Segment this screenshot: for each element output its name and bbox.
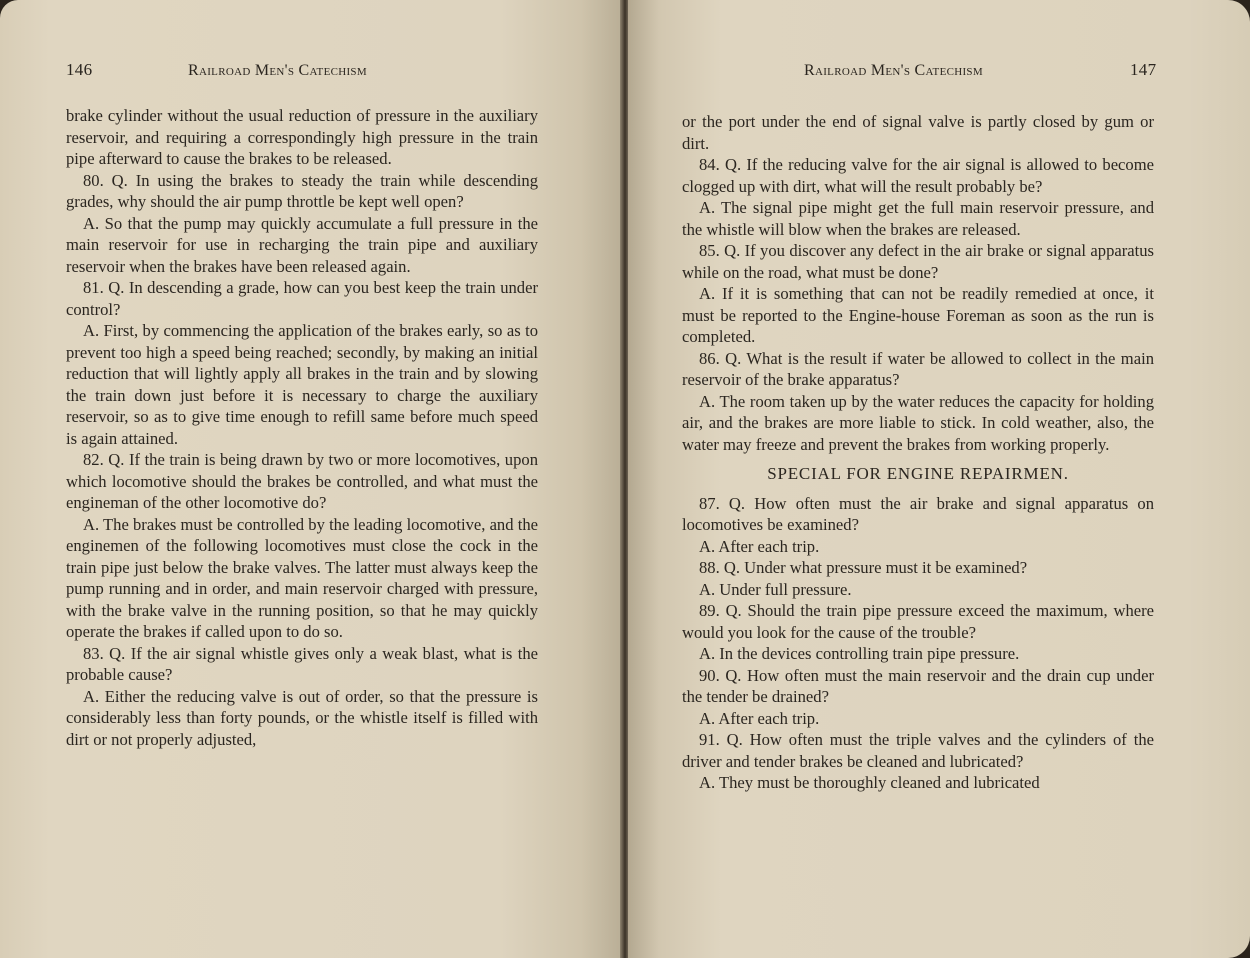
running-head: Railroad Men's Catechism xyxy=(188,62,367,79)
question-84: 84. Q. If the reducing valve for the air signal is allowed to become clogged up with dirt, what will the result probably be? xyxy=(682,155,1154,196)
answer-85: A. If it is something that can not be readily remedied at once, it must be reported to the Engine-house Foreman as soon as the run is completed. xyxy=(682,284,1154,346)
answer-87: A. After each trip. xyxy=(699,536,820,556)
question-81: 81. Q. In descending a grade, how can you best keep the train under control? xyxy=(66,278,538,319)
right-page-body xyxy=(682,111,1154,794)
right-page-header xyxy=(804,60,1194,84)
answer-88: A. Under full pressure. xyxy=(699,579,852,599)
answer-89: A. In the devices controlling train pipe pressure. xyxy=(699,644,1020,663)
page-number: 147 xyxy=(1130,60,1157,79)
answer-83: A. Either the reducing valve is out of order, so that the pressure is considerably less than forty pounds, or the whistle itself is filled with dirt or not properly adjusted, xyxy=(66,686,538,749)
answer-90: A. After each trip. xyxy=(699,708,820,728)
answer-84: A. The signal pipe might get the full main reservoir pressure, and the whistle will blow when the brakes are released. xyxy=(682,198,1154,239)
answer-86: A. The room taken up by the water reduces the capacity for holding air, and the brakes are more liable to stick. In cold weather, also, the water may freeze and prevent the brakes from working properly. xyxy=(682,391,1154,454)
answer-81: A. First, by commencing the application of the brakes early, so as to prevent too high a speed being reached; secondly, by making an initial reduction that will lightly apply all brakes in the train and by slowing the train down just before it is necessary to charge the auxiliary reservoir, so as to give time enough to refill same before much speed is again attained. xyxy=(66,321,538,448)
answer-82: A. The brakes must be controlled by the leading locomotive, and the enginemen of the following locomotives must close the cock in the train pipe just below the brake valves. The latter must always keep the pump running and in order, and main reservoir charged with pressure, with the brake valve in the running position, so that he may quickly operate the brakes if called upon to do so. xyxy=(66,514,538,641)
question-87: 87. Q. How often must the air brake and signal apparatus on locomotives be examined? xyxy=(682,493,1154,534)
left-page-body xyxy=(66,105,538,750)
running-head: Railroad Men's Catechism xyxy=(804,62,983,79)
paragraph: or the port under the end of signal valve is partly closed by gum or dirt. xyxy=(682,112,1154,153)
question-91: 91. Q. How often must the triple valves and the cylinders of the driver and tender brakes be cleaned and lubricated? xyxy=(682,730,1154,771)
question-82: 82. Q. If the train is being drawn by two or more locomotives, upon which locomotive should the brakes be controlled, and what must the engineman of the other locomotive do? xyxy=(66,450,538,512)
question-89: 89. Q. Should the train pipe pressure exceed the maximum, where would you look for the cause of the trouble? xyxy=(682,601,1154,642)
question-83: 83. Q. If the air signal whistle gives only a weak blast, what is the probable cause? xyxy=(66,643,538,684)
question-90: 90. Q. How often must the main reservoir and the drain cup under the tender be drained? xyxy=(682,665,1154,706)
question-86: 86. Q. What is the result if water be allowed to collect in the main reservoir of the brake apparatus? xyxy=(682,348,1154,389)
question-80: 80. Q. In using the brakes to steady the train while descending grades, why should the air pump throttle be kept well open? xyxy=(66,170,538,211)
page-number: 146 xyxy=(66,60,93,79)
right-page xyxy=(628,0,1250,958)
paragraph: brake cylinder without the usual reduction of pressure in the auxiliary reservoir, and requiring a correspondingly high pressure in the train pipe afterward to cause the brakes to be released. xyxy=(66,106,538,168)
section-heading: SPECIAL FOR ENGINE REPAIRMEN. xyxy=(767,464,1069,483)
question-85: 85. Q. If you discover any defect in the air brake or signal apparatus while on the road, what must be done? xyxy=(682,241,1154,282)
left-page xyxy=(0,0,624,958)
answer-80: A. So that the pump may quickly accumulate a full pressure in the main reservoir for use in recharging the train pipe and auxiliary reservoir when the brakes have been released again. xyxy=(66,213,538,276)
question-88: 88. Q. Under what pressure must it be examined? xyxy=(699,558,1028,577)
left-page-header xyxy=(66,60,546,84)
answer-91: A. They must be thoroughly cleaned and lubricated xyxy=(699,773,1040,792)
